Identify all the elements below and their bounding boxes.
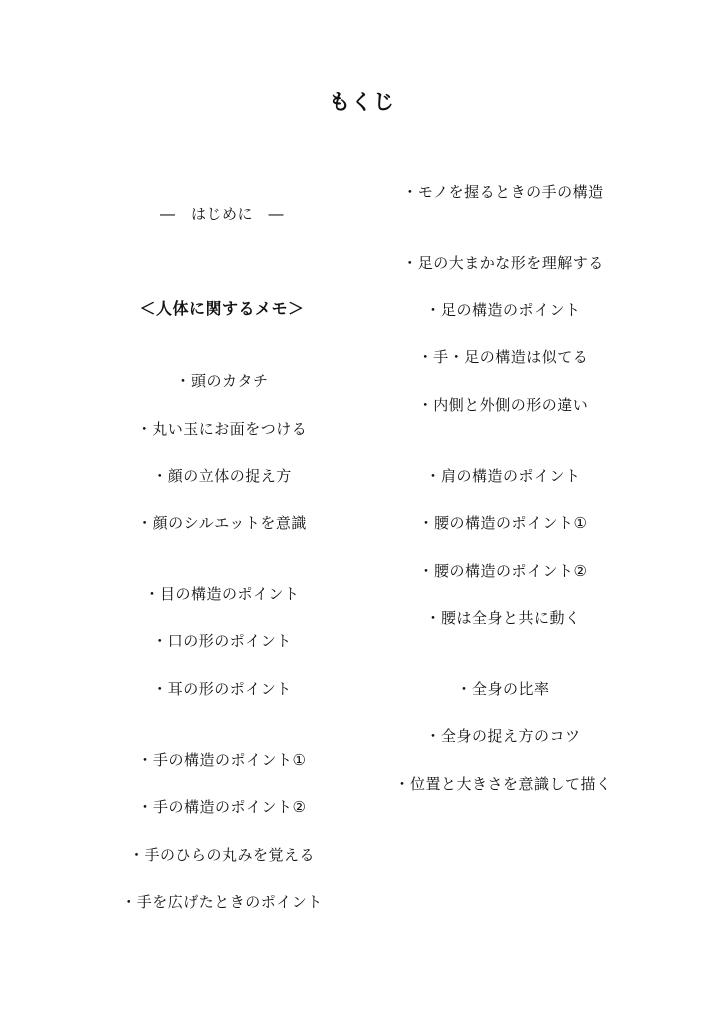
toc-entry[interactable]: ・手の構造のポイント①	[137, 751, 307, 769]
toc-entry[interactable]: ・丸い玉にお面をつける	[136, 420, 308, 438]
toc-entry[interactable]: ・全身の捉え方のコツ	[425, 727, 581, 745]
toc-entry[interactable]: ・顔の立体の捉え方	[152, 467, 292, 485]
toc-section-heading[interactable]: ＜人体に関するメモ＞	[139, 299, 305, 318]
toc-entry[interactable]: ・手・足の構造は似てる	[417, 348, 589, 366]
toc-entry[interactable]: ・顔のシルエットを意識	[137, 514, 307, 532]
toc-entry[interactable]: ・足の大まかな形を理解する	[402, 254, 604, 272]
toc-entry[interactable]: ・手のひらの丸みを覚える	[128, 846, 315, 864]
toc-entry[interactable]: ・モノを握るときの手の構造	[402, 183, 604, 201]
toc-entry[interactable]: ・手を広げたときのポイント	[121, 893, 323, 911]
toc-entry[interactable]: ・口の形のポイント	[152, 632, 292, 650]
toc-entry[interactable]: ・腰の構造のポイント①	[418, 514, 588, 532]
toc-right-column	[392, 0, 614, 1024]
toc-entry[interactable]: ・内側と外側の形の違い	[417, 396, 589, 414]
page-title: もくじ	[329, 90, 395, 114]
toc-entry[interactable]: ・頭のカタチ	[175, 372, 269, 390]
toc-entry[interactable]: ・位置と大きさを意識して描く	[394, 775, 612, 793]
toc-entry[interactable]: ・手の構造のポイント②	[137, 798, 307, 816]
toc-entry[interactable]: ・耳の形のポイント	[152, 680, 292, 698]
toc-entry[interactable]: ・目の構造のポイント	[144, 585, 300, 603]
toc-entry[interactable]: ・足の構造のポイント	[425, 301, 581, 319]
toc-entry[interactable]: ・腰は全身と共に動く	[425, 609, 581, 627]
toc-entry[interactable]: ・全身の比率	[456, 680, 550, 698]
toc-entry-intro[interactable]: ― はじめに ―	[159, 205, 284, 223]
toc-entry[interactable]: ・腰の構造のポイント②	[418, 562, 588, 580]
toc-left-column	[112, 0, 332, 1024]
toc-entry[interactable]: ・肩の構造のポイント	[425, 467, 581, 485]
